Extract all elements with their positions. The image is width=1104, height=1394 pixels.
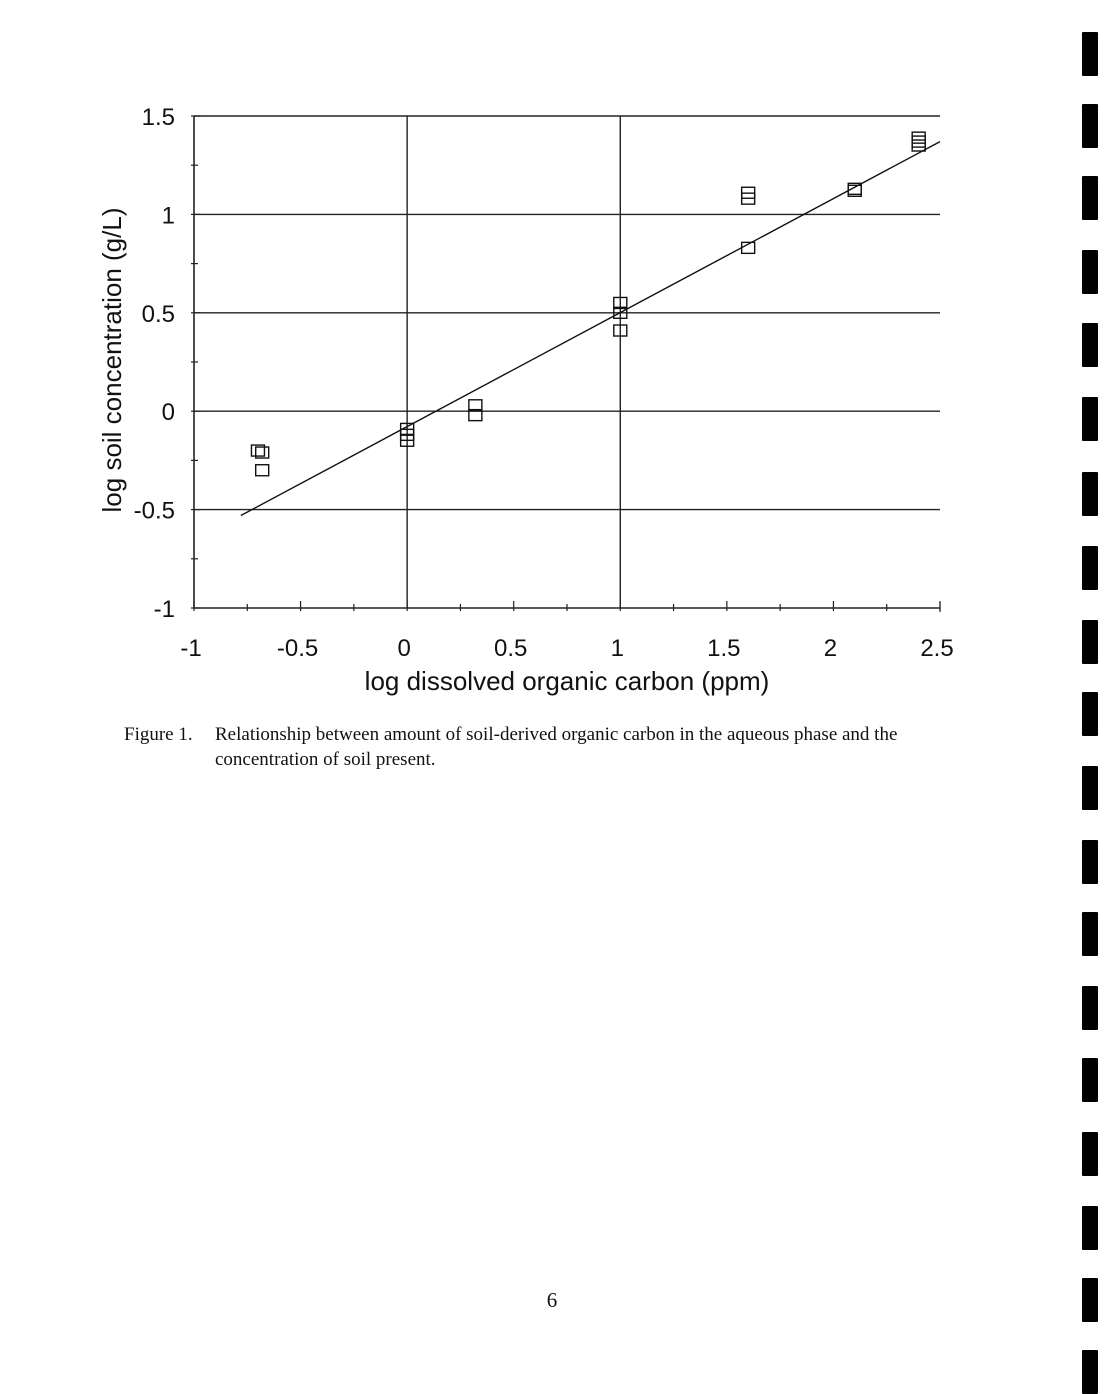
axes — [191, 116, 940, 612]
data-point — [912, 140, 925, 151]
binding-mark — [1082, 912, 1098, 956]
binding-mark — [1082, 766, 1098, 810]
binding-mark — [1082, 323, 1098, 367]
x-tick-label: -1 — [180, 635, 202, 662]
binding-mark — [1082, 250, 1098, 294]
y-tick-label: -0.5 — [133, 497, 175, 525]
binding-marks — [1076, 0, 1104, 1380]
x-tick-label: -0.5 — [276, 635, 319, 662]
binding-mark — [1082, 620, 1098, 664]
x-tick-label: 2.5 — [920, 635, 954, 662]
binding-mark — [1082, 176, 1098, 220]
regression-line — [241, 142, 940, 516]
binding-mark — [1082, 1350, 1098, 1394]
figure-caption — [124, 722, 1004, 772]
binding-mark — [1082, 104, 1098, 148]
figure-caption-text: Relationship between amount of soil-derived organic carbon in the aqueous phase and the concentration of soil present. — [215, 724, 898, 770]
fit-line — [241, 142, 940, 516]
binding-mark — [1082, 472, 1098, 516]
x-tick-label: 1.5 — [707, 635, 741, 662]
y-tick-label: -1 — [153, 596, 175, 623]
page-number: 6 — [546, 1288, 558, 1312]
x-tick-label: 0.5 — [494, 635, 528, 662]
binding-mark — [1082, 32, 1098, 76]
x-axis-label: log dissolved organic carbon (ppm) — [364, 666, 770, 696]
y-tick-label: 0 — [161, 399, 175, 427]
binding-mark — [1082, 986, 1098, 1030]
tick-labels — [134, 104, 954, 662]
x-tick-label: 0 — [397, 635, 411, 662]
y-tick-label: 0.5 — [141, 300, 175, 328]
data-points — [251, 132, 925, 476]
binding-mark — [1082, 397, 1098, 441]
gridlines — [194, 116, 940, 608]
binding-mark — [1082, 692, 1098, 736]
binding-mark — [1082, 840, 1098, 884]
data-point — [912, 136, 925, 147]
y-tick-label: 1.5 — [141, 104, 175, 131]
data-point — [256, 465, 269, 476]
x-tick-label: 2 — [823, 635, 838, 662]
x-tick-label: 1 — [610, 635, 624, 662]
binding-mark — [1082, 1278, 1098, 1322]
data-point — [912, 132, 925, 143]
binding-mark — [1082, 546, 1098, 590]
binding-mark — [1082, 1206, 1098, 1250]
y-axis-label: log soil concentration (g/L) — [97, 207, 127, 513]
y-tick-label: 1 — [161, 202, 175, 230]
binding-mark — [1082, 1058, 1098, 1102]
binding-mark — [1082, 1132, 1098, 1176]
figure-label: Figure 1. — [124, 724, 193, 745]
